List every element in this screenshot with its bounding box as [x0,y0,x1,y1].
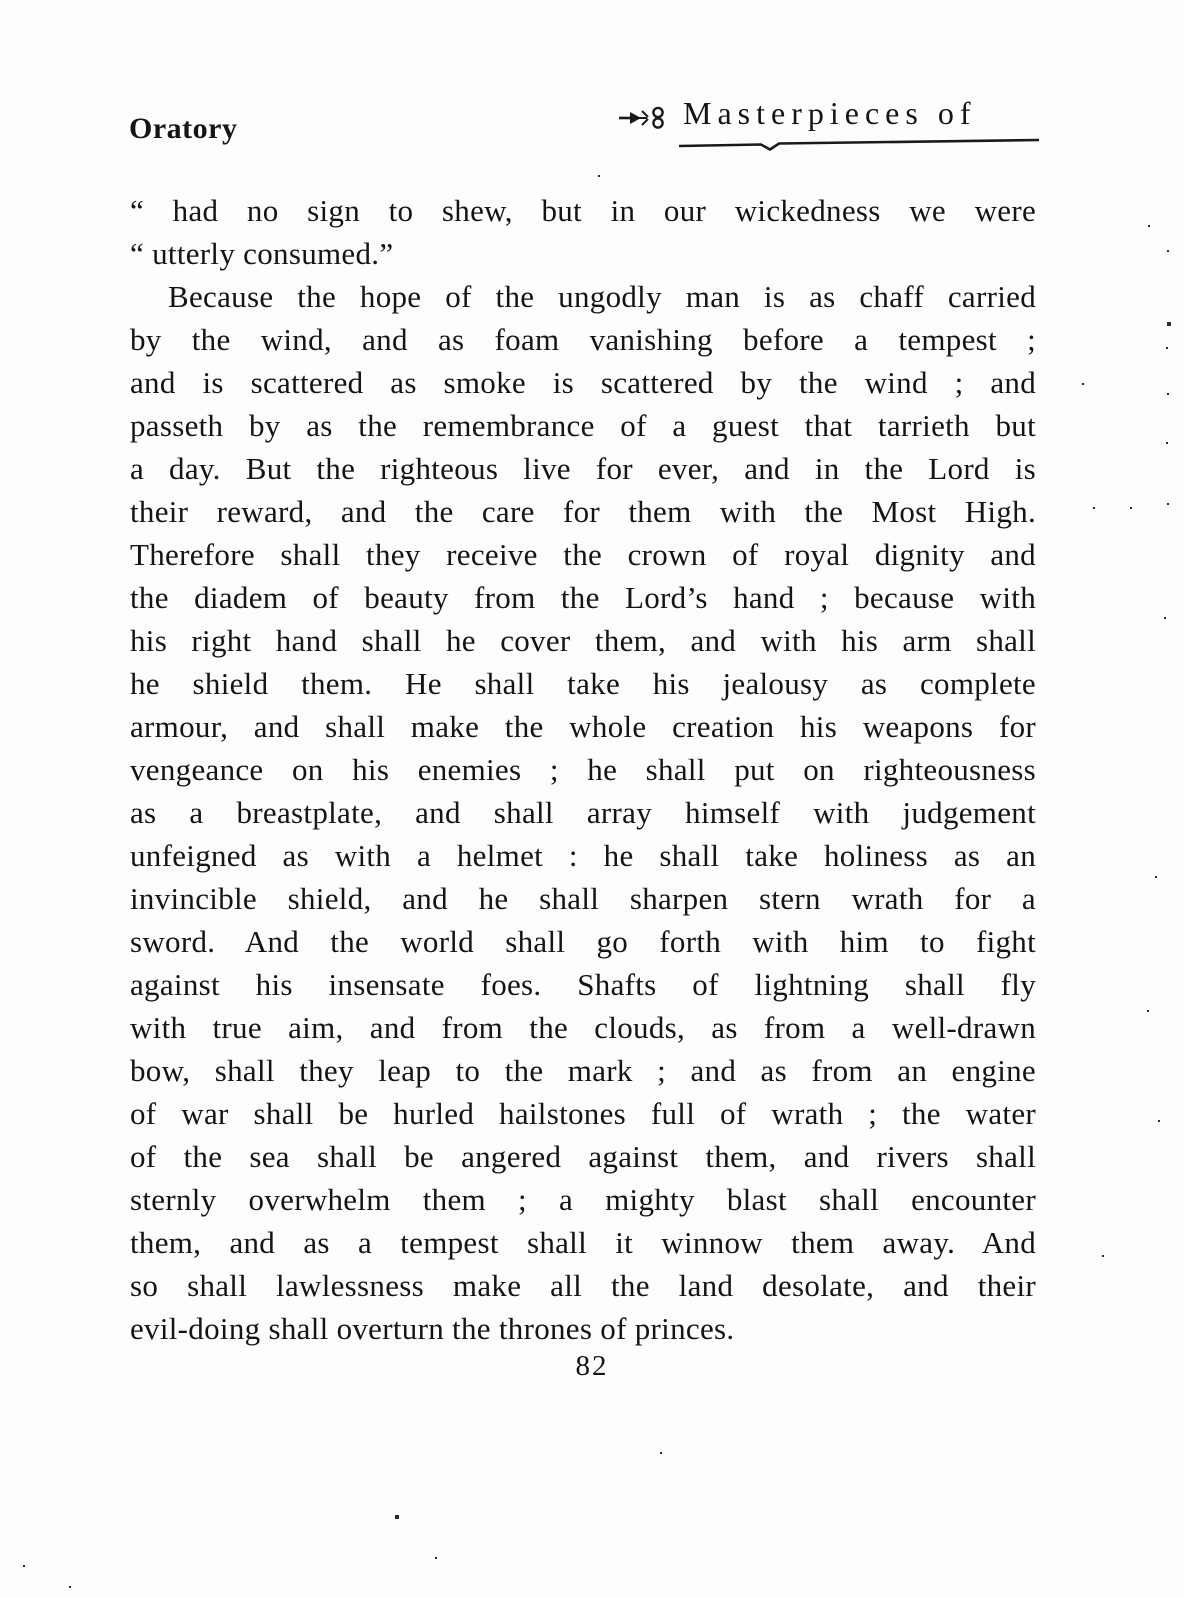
running-head-section: Oratory [129,112,238,145]
text-line: Because the hope of the ungodly man is as chaff carried [168,279,1036,314]
text-line: by the wind, and as foam vanishing before a tempest ; [130,322,1036,357]
text-line: of war shall be hurled hailstones full of wrath ; the water [130,1096,1036,1131]
book-title-text: Masterpieces of [683,95,977,131]
text-line: his right hand shall he cover them, and with his arm shall [130,623,1036,658]
text-line: evil-doing shall overturn the thrones of princes. [130,1311,735,1346]
arrow-fleuron-icon [618,104,670,137]
text-line: against his insensate foes. Shafts of lightning shall fly [130,967,1036,1002]
text-line: of the sea shall be angered against them, and rivers shall [130,1139,1036,1174]
text-line: sternly overwhelm them ; a mighty blast shall encounter [130,1182,1036,1217]
text-line: vengeance on his enemies ; he shall put on righteousness [130,752,1036,787]
running-head-title [618,95,976,137]
text-line: passeth by as the remembrance of a guest that tarrieth but [130,408,1036,443]
page-number: 82 [575,1350,609,1382]
text-line: the diadem of beauty from the Lord’s hand ; because with [130,580,1036,615]
text-line: “ utterly consumed.” [130,236,394,271]
text-line: Therefore shall they receive the crown of royal dignity and [130,537,1036,572]
text-line: sword. And the world shall go forth with him to fight [130,924,1036,959]
text-line: their reward, and the care for them with the Most High. [130,494,1036,529]
text-line: unfeigned as with a helmet : he shall take holiness as an [130,838,1036,873]
text-line: bow, shall they leap to the mark ; and as from an engine [130,1053,1036,1088]
page-body [130,189,1036,1350]
text-line: them, and as a tempest shall it winnow them away. And [130,1225,1036,1260]
text-line: invincible shield, and he shall sharpen stern wrath for a [130,881,1036,916]
text-line: “ had no sign to shew, but in our wickedness we were [130,193,1036,228]
text-line: a day. But the righteous live for ever, and in the Lord is [130,451,1036,486]
text-line: and is scattered as smoke is scattered by the wind ; and [130,365,1036,400]
text-line: so shall lawlessness make all the land desolate, and their [130,1268,1036,1303]
masthead-underline [679,137,1040,156]
text-line: armour, and shall make the whole creation his weapons for [130,709,1036,744]
text-line: he shield them. He shall take his jealousy as complete [130,666,1036,701]
text-line: as a breastplate, and shall array himself with judgement [130,795,1036,830]
scan-specks [0,0,2,2]
text-line: with true aim, and from the clouds, as from a well-drawn [130,1010,1036,1045]
